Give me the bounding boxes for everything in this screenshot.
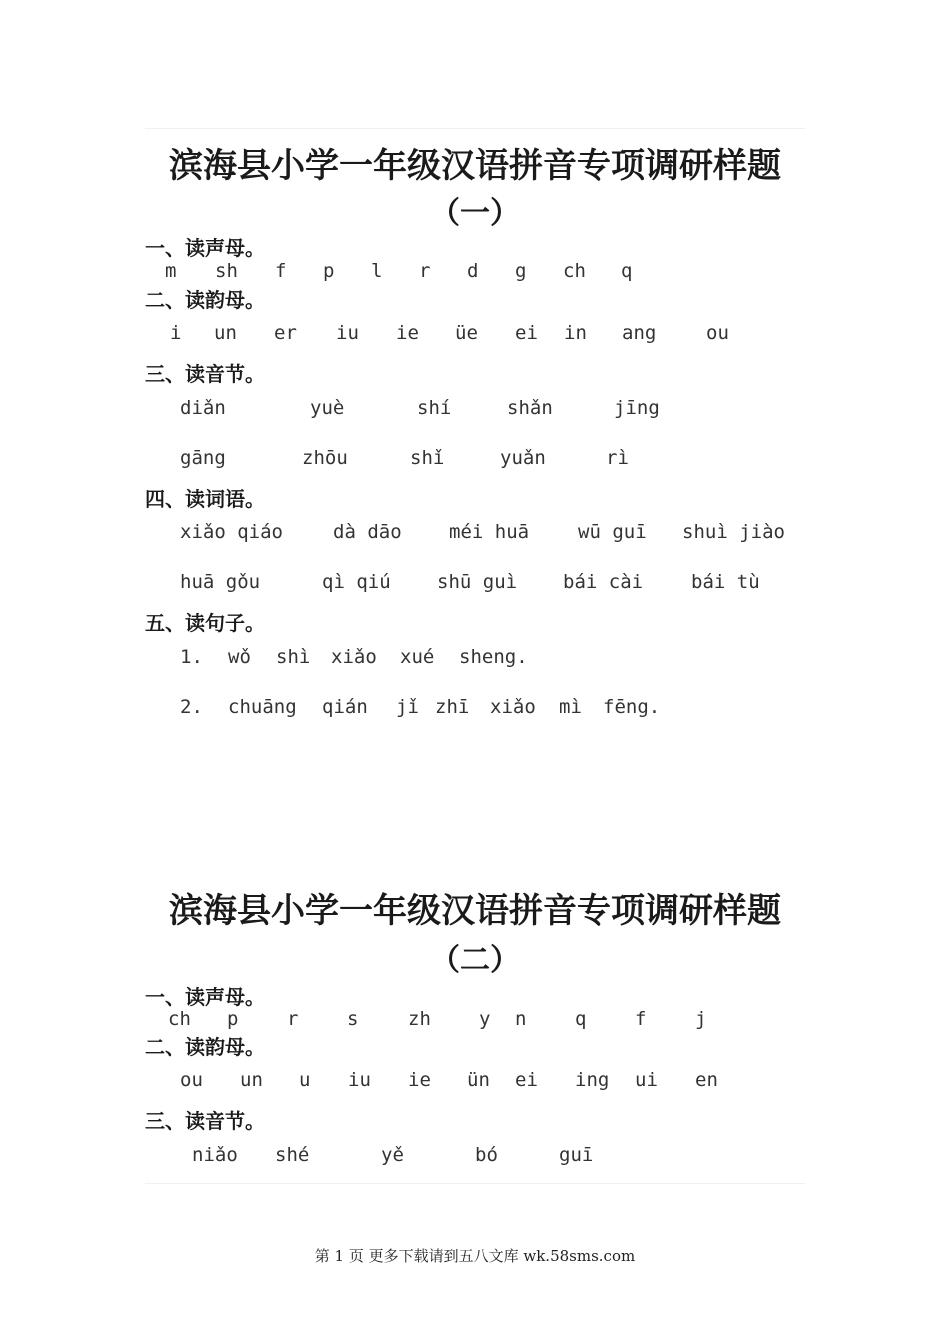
sheet1-heading-sentences: 五、读句子。 [145, 611, 265, 635]
sentence-number: 1. [180, 646, 203, 668]
sheet1-heading-initials: 一、读声母。 [145, 236, 265, 260]
initial: q [575, 1008, 587, 1030]
word: qì qiú [322, 571, 391, 593]
final: un [214, 322, 237, 344]
sentence-word: mì [559, 696, 582, 718]
top-rule [145, 128, 805, 129]
sheet2-heading-initials: 一、读声母。 [145, 985, 265, 1009]
final: ing [575, 1069, 610, 1091]
word: shuì jiào [682, 521, 785, 543]
word: méi huā [449, 521, 530, 543]
initial: g [515, 260, 527, 282]
syllable: shǎn [507, 397, 553, 419]
final: un [240, 1069, 263, 1091]
sentence-word: fēng. [603, 696, 661, 718]
syllable: niǎo [192, 1144, 238, 1166]
sentence-word: wǒ [228, 646, 251, 668]
bottom-rule [145, 1183, 805, 1184]
final: ie [396, 322, 419, 344]
page-footer: 第 1 页 更多下载请到五八文库 wk.58sms.com [314, 1247, 636, 1265]
syllable: shé [275, 1144, 310, 1166]
final: ang [622, 322, 657, 344]
word: bái cài [563, 571, 644, 593]
sentence-word: zhī [435, 696, 470, 718]
final: in [564, 322, 587, 344]
syllable: zhōu [302, 447, 348, 469]
initial: f [275, 260, 287, 282]
word: shū guì [437, 571, 518, 593]
sentence-word: chuāng [228, 696, 297, 718]
initial: m [165, 260, 177, 282]
word: bái tù [691, 571, 760, 593]
syllable: yuǎn [500, 447, 546, 469]
sentence-word: xiǎo [331, 646, 377, 668]
initial: q [621, 260, 633, 282]
syllable: guī [559, 1144, 594, 1166]
final: ei [515, 322, 538, 344]
syllable: bó [475, 1144, 498, 1166]
final: ie [408, 1069, 431, 1091]
final: iu [336, 322, 359, 344]
final: i [170, 322, 182, 344]
sentence-number: 2. [180, 696, 203, 718]
initial: p [323, 260, 335, 282]
sentence-word: shì [276, 646, 311, 668]
sheet2-heading-syllables: 三、读音节。 [145, 1109, 265, 1133]
sentence-word: qián [322, 696, 368, 718]
final: u [299, 1069, 311, 1091]
syllable: yuè [310, 397, 345, 419]
sentence-word: sheng. [459, 646, 528, 668]
word: wū guī [578, 521, 647, 543]
sheet2-heading-finals: 二、读韵母。 [145, 1035, 265, 1059]
initial: f [635, 1008, 647, 1030]
syllable: shǐ [410, 447, 445, 469]
syllable: yě [381, 1144, 404, 1166]
syllable: shí [417, 397, 452, 419]
initial: zh [408, 1008, 431, 1030]
initial: sh [215, 260, 238, 282]
final: er [274, 322, 297, 344]
sheet2-title: 滨海县小学一年级汉语拼音专项调研样题 [169, 891, 781, 931]
syllable: diǎn [180, 397, 226, 419]
initial: r [287, 1008, 299, 1030]
sheet2-subtitle: （二） [430, 943, 520, 978]
initial: ch [168, 1008, 191, 1030]
sheet1-title: 滨海县小学一年级汉语拼音专项调研样题 [169, 146, 781, 186]
sheet1-heading-syllables: 三、读音节。 [145, 362, 265, 386]
final: ei [515, 1069, 538, 1091]
initial: n [515, 1008, 527, 1030]
final: ou [180, 1069, 203, 1091]
initial: l [371, 260, 383, 282]
sheet1-heading-words: 四、读词语。 [145, 487, 265, 511]
final: en [695, 1069, 718, 1091]
sheet1-heading-finals: 二、读韵母。 [145, 288, 265, 312]
initial: s [347, 1008, 359, 1030]
sentence-word: xiǎo [490, 696, 536, 718]
initial: r [419, 260, 431, 282]
final: iu [348, 1069, 371, 1091]
final: ui [635, 1069, 658, 1091]
syllable: jīng [614, 397, 660, 419]
final: ün [467, 1069, 490, 1091]
initial: d [467, 260, 479, 282]
sheet1-subtitle: （一） [430, 196, 520, 231]
initial: p [227, 1008, 239, 1030]
final: üe [455, 322, 478, 344]
initial: ch [563, 260, 586, 282]
sentence-word: jǐ [396, 696, 419, 718]
word: dà dāo [333, 521, 402, 543]
word: xiǎo qiáo [180, 521, 283, 543]
word: huā gǒu [180, 571, 261, 593]
initial: j [695, 1008, 707, 1030]
syllable: rì [606, 447, 629, 469]
syllable: gāng [180, 447, 226, 469]
initial: y [479, 1008, 491, 1030]
final: ou [706, 322, 729, 344]
sentence-word: xué [400, 646, 435, 668]
